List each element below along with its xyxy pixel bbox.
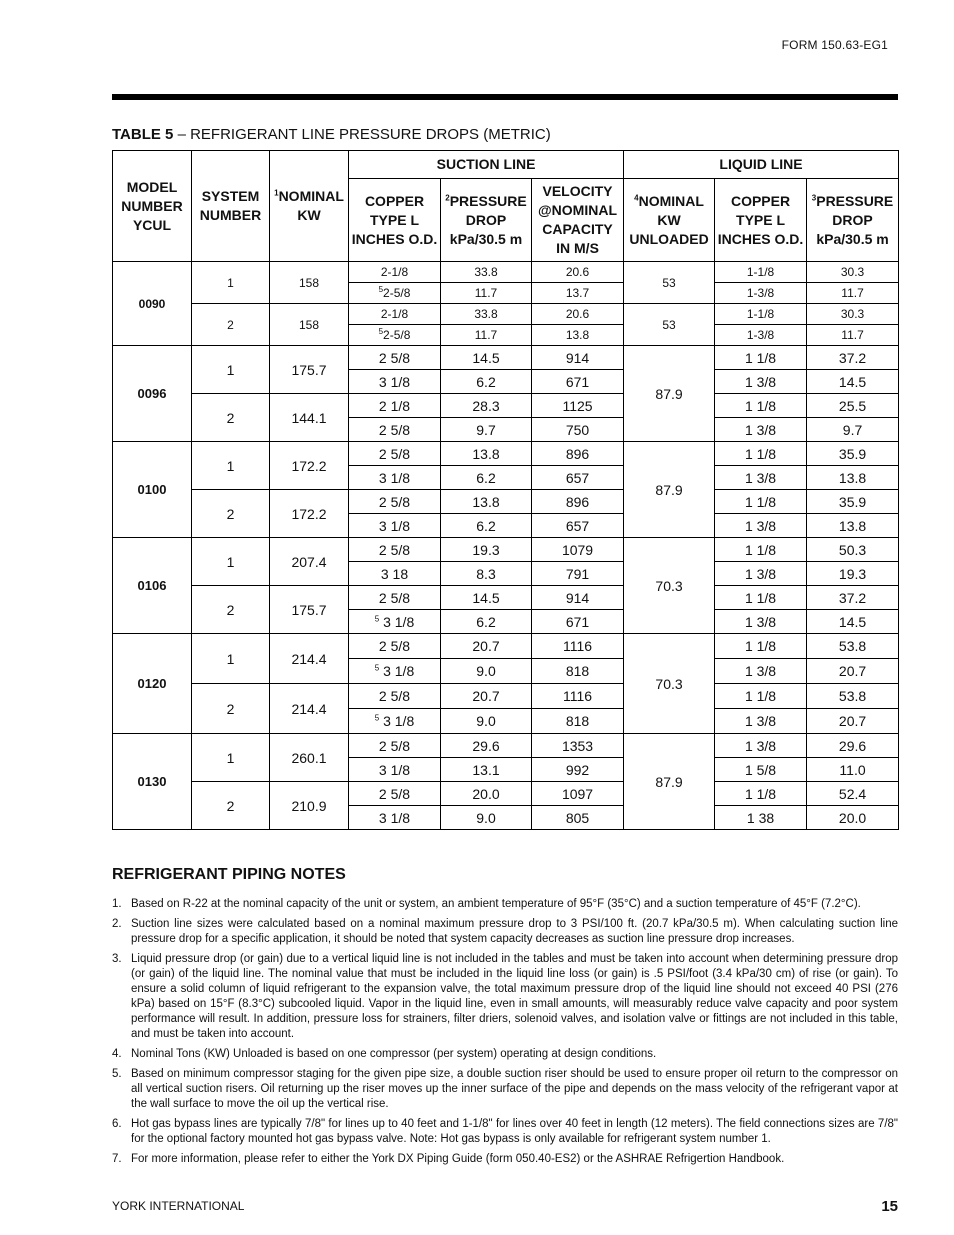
liquid-size: 1 1/8: [715, 586, 807, 610]
liquid-pressure-drop: 53.8: [807, 634, 899, 659]
liquid-size: 1 3/8: [715, 370, 807, 394]
liquid-pressure-drop: 37.2: [807, 586, 899, 610]
system-number: 1: [192, 734, 270, 782]
liquid-size: 1 1/8: [715, 490, 807, 514]
suction-size: 2-1/8: [349, 304, 441, 325]
velocity: 818: [532, 659, 624, 684]
liquid-pressure-drop: 13.8: [807, 466, 899, 490]
model-number: 0100: [113, 442, 192, 538]
nominal-kw: 172.2: [270, 442, 349, 490]
liquid-size: 1 3/8: [715, 734, 807, 758]
table-row: [113, 782, 899, 806]
suction-size: 2 5/8: [349, 634, 441, 659]
suction-size: 2 5/8: [349, 490, 441, 514]
suction-size: 3 1/8: [349, 758, 441, 782]
liquid-pressure-drop: 20.7: [807, 709, 899, 734]
velocity: 818: [532, 709, 624, 734]
note-item: [112, 897, 898, 912]
note-number: 4.: [112, 1048, 122, 1060]
liquid-pressure-drop: 37.2: [807, 346, 899, 370]
note-text: For more information, please refer to either the York DX Piping Guide (form 050.40-ES2) or the ASHRAE Refrigertion Handbook.: [131, 1153, 785, 1165]
system-number: 2: [192, 490, 270, 538]
liquid-pressure-drop: 11.7: [807, 325, 899, 346]
suction-size: 2 1/8: [349, 394, 441, 418]
suction-size: 3 1/8: [349, 370, 441, 394]
suction-size: 3 18: [349, 562, 441, 586]
liquid-pressure-drop: 35.9: [807, 490, 899, 514]
nominal-kw-unloaded: 87.9: [624, 734, 715, 830]
system-number: 2: [192, 304, 270, 346]
velocity: 1097: [532, 782, 624, 806]
suction-pressure-drop: 29.6: [441, 734, 532, 758]
nominal-kw: 172.2: [270, 490, 349, 538]
liquid-pressure-drop: 53.8: [807, 684, 899, 709]
col-header-liquid-copper: COPPER TYPE L INCHES O.D.: [715, 179, 807, 262]
note-item: [112, 1152, 898, 1167]
table-row: [113, 490, 899, 514]
liquid-size: 1 3/8: [715, 514, 807, 538]
suction-pressure-drop: 28.3: [441, 394, 532, 418]
table-row: [113, 346, 899, 370]
nominal-kw-unloaded: 87.9: [624, 442, 715, 538]
note-text: Suction line sizes were calculated based on a nominal maximum pressure drop to 3 PSI/100 ft. (20.7 kPa/30.5 m). When calculating suction line pressure drop for a specific application, it should be noted that system capacity decreases as suction line pressure drop increases.: [131, 918, 898, 945]
liquid-size: 1 38: [715, 806, 807, 830]
model-number: 0090: [113, 262, 192, 346]
velocity: 896: [532, 490, 624, 514]
note-number: 2.: [112, 918, 122, 930]
model-number: 0096: [113, 346, 192, 442]
suction-pressure-drop: 33.8: [441, 262, 532, 283]
nominal-kw: 210.9: [270, 782, 349, 830]
liquid-size: 1 3/8: [715, 659, 807, 684]
note-text: Nominal Tons (KW) Unloaded is based on one compressor (per system) operating at design conditions.: [131, 1048, 657, 1060]
suction-pressure-drop: 14.5: [441, 346, 532, 370]
suction-pressure-drop: 6.2: [441, 370, 532, 394]
liquid-pressure-drop: 29.6: [807, 734, 899, 758]
model-group: [113, 442, 899, 538]
nominal-kw: 207.4: [270, 538, 349, 586]
suction-pressure-drop: 19.3: [441, 538, 532, 562]
velocity: 13.7: [532, 283, 624, 304]
suction-size: 3 1/8: [349, 806, 441, 830]
liquid-size: 1 5/8: [715, 758, 807, 782]
liquid-pressure-drop: 20.0: [807, 806, 899, 830]
table-row: [113, 304, 899, 325]
liquid-size: 1 3/8: [715, 562, 807, 586]
suction-pressure-drop: 6.2: [441, 514, 532, 538]
note-item: [112, 952, 898, 1042]
suction-size: $^5$2-5/8: [349, 283, 441, 304]
liquid-size: 1 1/8: [715, 538, 807, 562]
suction-pressure-drop: 9.0: [441, 659, 532, 684]
liquid-size: 1 1/8: [715, 442, 807, 466]
liquid-pressure-drop: 14.5: [807, 370, 899, 394]
liquid-size: 1 1/8: [715, 346, 807, 370]
col-header-system: SYSTEM NUMBER: [192, 151, 270, 262]
suction-pressure-drop: 11.7: [441, 283, 532, 304]
system-number: 2: [192, 394, 270, 442]
velocity: 914: [532, 346, 624, 370]
velocity: 914: [532, 586, 624, 610]
liquid-size: 1-3/8: [715, 283, 807, 304]
suction-size: $^5$2-5/8: [349, 325, 441, 346]
liquid-size: 1-1/8: [715, 304, 807, 325]
liquid-pressure-drop: 20.7: [807, 659, 899, 684]
suction-pressure-drop: 6.2: [441, 466, 532, 490]
note-text: Liquid pressure drop (or gain) due to a vertical liquid line is not included in the tables and must be taken into account when determining pressure drop (or gain) of the liquid line. The nominal value that must be included in the liquid line loss (or gain) is .5 PSI/foot (3.4 kPa/30 cm) of rise (or gain). To ensure a solid column of liquid refrigerant to the expansion valve, the total maximum pressure drop of the liquid line should not exceed 40 PSI (276 kPa) based on 15°F (8.3°C) subcooled liquid. Vapor in the liquid line, even in small amounts, will measurably reduce valve capacity and poor system performance will result. In addition, pressure loss for strainers, filter driers, solenoid valves, and isolation valve or fittings are not included in this table, and must be taken into account.: [131, 953, 898, 1040]
liquid-pressure-drop: 30.3: [807, 304, 899, 325]
liquid-size: 1 1/8: [715, 782, 807, 806]
nominal-kw-unloaded: 53: [624, 304, 715, 346]
velocity: 1353: [532, 734, 624, 758]
note-number: 7.: [112, 1153, 122, 1165]
nominal-kw: 158: [270, 304, 349, 346]
liquid-pressure-drop: 13.8: [807, 514, 899, 538]
liquid-size: 1-3/8: [715, 325, 807, 346]
velocity: 1125: [532, 394, 624, 418]
model-group: [113, 634, 899, 734]
suction-pressure-drop: 6.2: [441, 610, 532, 634]
liquid-size: 1 3/8: [715, 709, 807, 734]
nominal-kw: 175.7: [270, 586, 349, 634]
col-header-velocity: VELOCITY @NOMINAL CAPACITY IN M/S: [532, 179, 624, 262]
note-number: 3.: [112, 953, 122, 965]
velocity: 896: [532, 442, 624, 466]
system-number: 2: [192, 684, 270, 734]
system-number: 1: [192, 442, 270, 490]
nominal-kw-unloaded: 70.3: [624, 538, 715, 634]
table-row: [113, 634, 899, 659]
suction-size: 3 1/8: [349, 514, 441, 538]
table-row: [113, 538, 899, 562]
col-header-unloaded: $^4$NOMINAL KW UNLOADED: [624, 179, 715, 262]
suction-size: $^5$ 3 1/8: [349, 659, 441, 684]
liquid-size: 1 3/8: [715, 418, 807, 442]
table-title: – REFRIGERANT LINE PRESSURE DROPS (METRIC): [173, 126, 551, 143]
nominal-kw-unloaded: 53: [624, 262, 715, 304]
velocity: 657: [532, 514, 624, 538]
page-number: 15: [881, 1198, 898, 1215]
nominal-kw-unloaded: 87.9: [624, 346, 715, 442]
pressure-drop-table: [112, 150, 899, 830]
table-caption: [112, 126, 551, 143]
velocity: 791: [532, 562, 624, 586]
suction-size: 2 5/8: [349, 538, 441, 562]
nominal-kw: 158: [270, 262, 349, 304]
velocity: 13.8: [532, 325, 624, 346]
nominal-kw: 214.4: [270, 634, 349, 684]
liquid-pressure-drop: 30.3: [807, 262, 899, 283]
liquid-size: 1 1/8: [715, 394, 807, 418]
suction-size: $^5$ 3 1/8: [349, 709, 441, 734]
liquid-size: 1 3/8: [715, 610, 807, 634]
suction-size: 3 1/8: [349, 466, 441, 490]
velocity: 805: [532, 806, 624, 830]
nominal-kw-unloaded: 70.3: [624, 634, 715, 734]
suction-size: 2 5/8: [349, 684, 441, 709]
model-group: [113, 538, 899, 634]
note-number: 6.: [112, 1118, 122, 1130]
suction-pressure-drop: 20.7: [441, 684, 532, 709]
suction-pressure-drop: 11.7: [441, 325, 532, 346]
table-row: [113, 586, 899, 610]
suction-pressure-drop: 20.0: [441, 782, 532, 806]
suction-pressure-drop: 13.1: [441, 758, 532, 782]
suction-size: 2 5/8: [349, 418, 441, 442]
system-number: 2: [192, 586, 270, 634]
liquid-size: 1 3/8: [715, 466, 807, 490]
note-item: [112, 917, 898, 947]
nominal-kw: 214.4: [270, 684, 349, 734]
suction-pressure-drop: 9.0: [441, 806, 532, 830]
velocity: 750: [532, 418, 624, 442]
footer-company: YORK INTERNATIONAL: [112, 1199, 245, 1213]
liquid-pressure-drop: 14.5: [807, 610, 899, 634]
system-number: 2: [192, 782, 270, 830]
model-group: [113, 262, 899, 346]
table-row: [113, 394, 899, 418]
velocity: 992: [532, 758, 624, 782]
group-header-suction: SUCTION LINE: [349, 151, 624, 179]
table-row: [113, 684, 899, 709]
liquid-pressure-drop: 35.9: [807, 442, 899, 466]
col-header-suction-copper: COPPER TYPE L INCHES O.D.: [349, 179, 441, 262]
suction-pressure-drop: 9.0: [441, 709, 532, 734]
suction-pressure-drop: 20.7: [441, 634, 532, 659]
note-number: 1.: [112, 898, 122, 910]
table-row: [113, 442, 899, 466]
model-number: 0120: [113, 634, 192, 734]
suction-pressure-drop: 13.8: [441, 442, 532, 466]
liquid-pressure-drop: 25.5: [807, 394, 899, 418]
suction-size: 2 5/8: [349, 782, 441, 806]
form-number: FORM 150.63-EG1: [781, 38, 888, 52]
nominal-kw: 175.7: [270, 346, 349, 394]
velocity: 671: [532, 370, 624, 394]
model-number: 0106: [113, 538, 192, 634]
velocity: 1116: [532, 684, 624, 709]
nominal-kw: 144.1: [270, 394, 349, 442]
liquid-pressure-drop: 9.7: [807, 418, 899, 442]
suction-pressure-drop: 9.7: [441, 418, 532, 442]
notes-title: REFRIGERANT PIPING NOTES: [112, 866, 346, 883]
suction-pressure-drop: 8.3: [441, 562, 532, 586]
velocity: 20.6: [532, 304, 624, 325]
liquid-pressure-drop: 50.3: [807, 538, 899, 562]
liquid-pressure-drop: 19.3: [807, 562, 899, 586]
liquid-pressure-drop: 11.0: [807, 758, 899, 782]
system-number: 1: [192, 538, 270, 586]
note-text: Based on minimum compressor staging for the given pipe size, a double suction riser should be used to ensure proper oil return to the compressor on all vertical suction risers. Oil returning up the riser moves up the inner surface of the pipe and depends on the mass velocity of the refrigerant vapor at the wall surface to move the oil up the vertical rise.: [131, 1068, 898, 1110]
suction-size: 2 5/8: [349, 734, 441, 758]
liquid-size: 1 1/8: [715, 634, 807, 659]
col-header-suction-pressure: $^2$PRESSURE DROP kPa/30.5 m: [441, 179, 532, 262]
notes-list: [112, 897, 898, 1172]
liquid-pressure-drop: 52.4: [807, 782, 899, 806]
velocity: 1079: [532, 538, 624, 562]
velocity: 20.6: [532, 262, 624, 283]
liquid-size: 1-1/8: [715, 262, 807, 283]
liquid-pressure-drop: 11.7: [807, 283, 899, 304]
suction-pressure-drop: 13.8: [441, 490, 532, 514]
suction-size: $^5$ 3 1/8: [349, 610, 441, 634]
col-header-liquid-pressure: $^3$PRESSURE DROP kPa/30.5 m: [807, 179, 899, 262]
col-header-nominal-kw: $^1$NOMINAL KW: [270, 151, 349, 262]
note-item: [112, 1047, 898, 1062]
table-row: [113, 734, 899, 758]
note-item: [112, 1067, 898, 1112]
note-text: Hot gas bypass lines are typically 7/8" for lines up to 40 feet and 1-1/8" for lines over 40 feet in length (12 meters). The field connections sizes are 7/8" for the optional factory mounted hot gas bypass valve. Note: Hot gas bypass is only available for refrigerant system number 1.: [131, 1118, 898, 1145]
model-number: 0130: [113, 734, 192, 830]
liquid-size: 1 1/8: [715, 684, 807, 709]
col-header-model: MODEL NUMBER YCUL: [113, 151, 192, 262]
suction-size: 2 5/8: [349, 586, 441, 610]
header-rule: [112, 94, 898, 100]
note-item: [112, 1117, 898, 1147]
velocity: 657: [532, 466, 624, 490]
note-number: 5.: [112, 1068, 122, 1080]
system-number: 1: [192, 634, 270, 684]
nominal-kw: 260.1: [270, 734, 349, 782]
velocity: 671: [532, 610, 624, 634]
system-number: 1: [192, 346, 270, 394]
table-row: [113, 262, 899, 283]
suction-size: 2 5/8: [349, 346, 441, 370]
group-header-liquid: LIQUID LINE: [624, 151, 899, 179]
suction-size: 2 5/8: [349, 442, 441, 466]
suction-size: 2-1/8: [349, 262, 441, 283]
model-group: [113, 734, 899, 830]
velocity: 1116: [532, 634, 624, 659]
system-number: 1: [192, 262, 270, 304]
table-number: TABLE 5: [112, 126, 174, 143]
model-group: [113, 346, 899, 442]
suction-pressure-drop: 33.8: [441, 304, 532, 325]
note-text: Based on R-22 at the nominal capacity of the unit or system, an ambient temperature of 95°F (35°C) and a suction temperature of 45°F (7.2°C).: [131, 898, 861, 910]
suction-pressure-drop: 14.5: [441, 586, 532, 610]
